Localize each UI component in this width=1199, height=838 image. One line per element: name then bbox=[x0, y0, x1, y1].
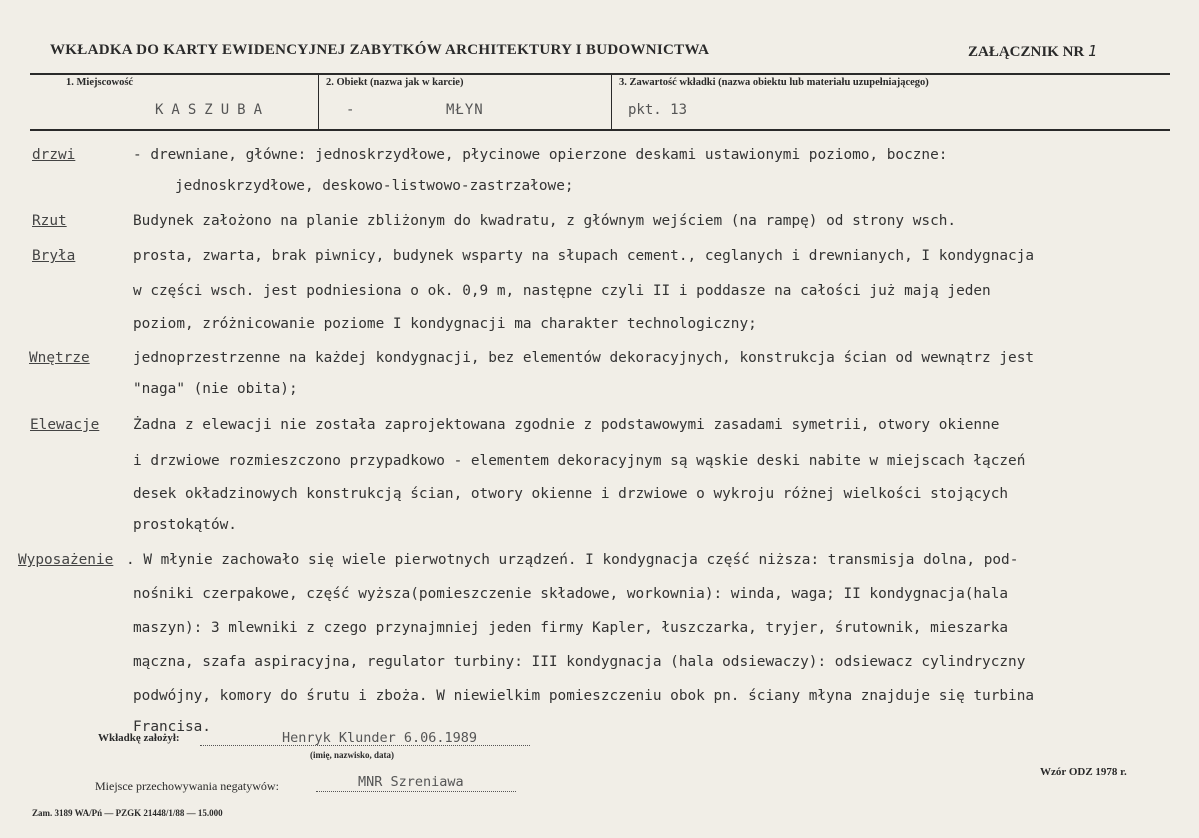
author-value: Henryk Klunder 6.06.1989 bbox=[282, 730, 478, 746]
section-line: jednoskrzydłowe, deskowo-listwowo-zastrzałowe; bbox=[175, 178, 574, 194]
section-line: i drzwiowe rozmieszczono przypadkowo - elementem dekoracyjnym są wąskie deski nabite w miejscach łączeń bbox=[133, 453, 1026, 469]
section-line: desek okładzinowych konstrukcją ścian, otwory okienne i drzwiowe o wykroju różnej wielkości stojących bbox=[133, 486, 1009, 502]
object-label: 2. Obiekt (nazwa jak w karcie) bbox=[326, 77, 464, 88]
section-line: prosta, zwarta, brak piwnicy, budynek wsparty na słupach cement., ceglanych i drewnianych, I kondygnacja bbox=[133, 248, 1035, 264]
section-key-wyposazenie: Wyposażenie bbox=[18, 552, 114, 568]
negatives-line bbox=[316, 791, 516, 792]
section-line: Budynek założono na planie zbliżonym do kwadratu, z głównym wejściem (na rampę) od strony wsch. bbox=[133, 213, 957, 229]
section-line: podwójny, komory do śrutu i zboża. W niewielkim pomieszczeniu obok pn. ściany młyna znajduje się turbina bbox=[133, 688, 1035, 704]
annex-number bbox=[968, 42, 1097, 61]
section-line: prostokątów. bbox=[133, 517, 237, 533]
section-line: Francisa. bbox=[133, 719, 211, 735]
field-divider-2 bbox=[611, 74, 612, 130]
form-pattern: Wzór ODZ 1978 r. bbox=[1040, 766, 1127, 778]
section-line: Żadna z elewacji nie została zaprojektowana zgodnie z podstawowymi zasadami symetrii, otwory okienne bbox=[133, 417, 1000, 433]
section-line: poziom, zróżnicowanie poziome I kondygnacji ma charakter technologiczny; bbox=[133, 316, 757, 332]
author-note: (imię, nazwisko, data) bbox=[310, 750, 394, 760]
section-line: maszyn): 3 mlewniki z czego przynajmniej jeden firmy Kapler, łuszczarka, tryjer, śrutownik, mieszarka bbox=[133, 620, 1009, 636]
section-key-wnetrze: Wnętrze bbox=[29, 350, 90, 366]
annex-number-value: 1 bbox=[1088, 42, 1098, 60]
object-value: MŁYN bbox=[446, 102, 484, 118]
section-key-drzwi: drzwi bbox=[32, 147, 76, 163]
form-title: WKŁADKA DO KARTY EWIDENCYJNEJ ZABYTKÓW ARCHITEKTURY I BUDOWNICTWA bbox=[50, 42, 710, 58]
header-rule-bottom bbox=[30, 129, 1170, 131]
section-key-elewacje: Elewacje bbox=[30, 417, 100, 433]
section-key-bryla: Bryła bbox=[32, 248, 76, 264]
author-label: Wkładkę założył: bbox=[98, 732, 180, 744]
negatives-value: MNR Szreniawa bbox=[358, 774, 464, 790]
negatives-label: Miejsce przechowywania negatywów: bbox=[95, 779, 279, 793]
annex-label: ZAŁĄCZNIK NR bbox=[968, 44, 1085, 60]
section-line: jednoprzestrzenne na każdej kondygnacji, bez elementów dekoracyjnych, konstrukcja ścian od wewnątrz jest bbox=[133, 350, 1035, 366]
section-line: . W młynie zachowało się wiele pierwotnych urządzeń. I kondygnacja część niższa: transmisja dolna, pod- bbox=[126, 552, 1019, 568]
header-rule-top bbox=[30, 73, 1170, 75]
section-line: w części wsch. jest podniesiona o ok. 0,9 m, następne czyli II i poddasze na całości już mają jeden bbox=[133, 283, 991, 299]
section-line: mączna, szafa aspiracyjna, regulator turbiny: III kondygnacja (hala odsiewaczy): odsiewacz cylindryczny bbox=[133, 654, 1026, 670]
content-value: pkt. 13 bbox=[628, 102, 688, 118]
section-line: - drewniane, główne: jednoskrzydłowe, płycinowe opierzone deskami ustawionymi poziomo, boczne: bbox=[133, 147, 948, 163]
object-dash: - bbox=[346, 102, 355, 118]
print-info: Zam. 3189 WA/Pń — PZGK 21448/1/88 — 15.000 bbox=[32, 808, 223, 818]
content-label: 3. Zawartość wkładki (nazwa obiektu lub materiału uzupełniającego) bbox=[619, 77, 929, 88]
section-key-rzut: Rzut bbox=[32, 213, 67, 229]
field-divider-1 bbox=[318, 74, 319, 130]
section-line: nośniki czerpakowe, część wyższa(pomieszczenie składowe, workownia): winda, waga; II kondygnacja(hala bbox=[133, 586, 1009, 602]
locality-value: KASZUBA bbox=[155, 102, 271, 118]
locality-label: 1. Miejscowość bbox=[66, 77, 134, 88]
section-line: "naga" (nie obita); bbox=[133, 381, 298, 397]
